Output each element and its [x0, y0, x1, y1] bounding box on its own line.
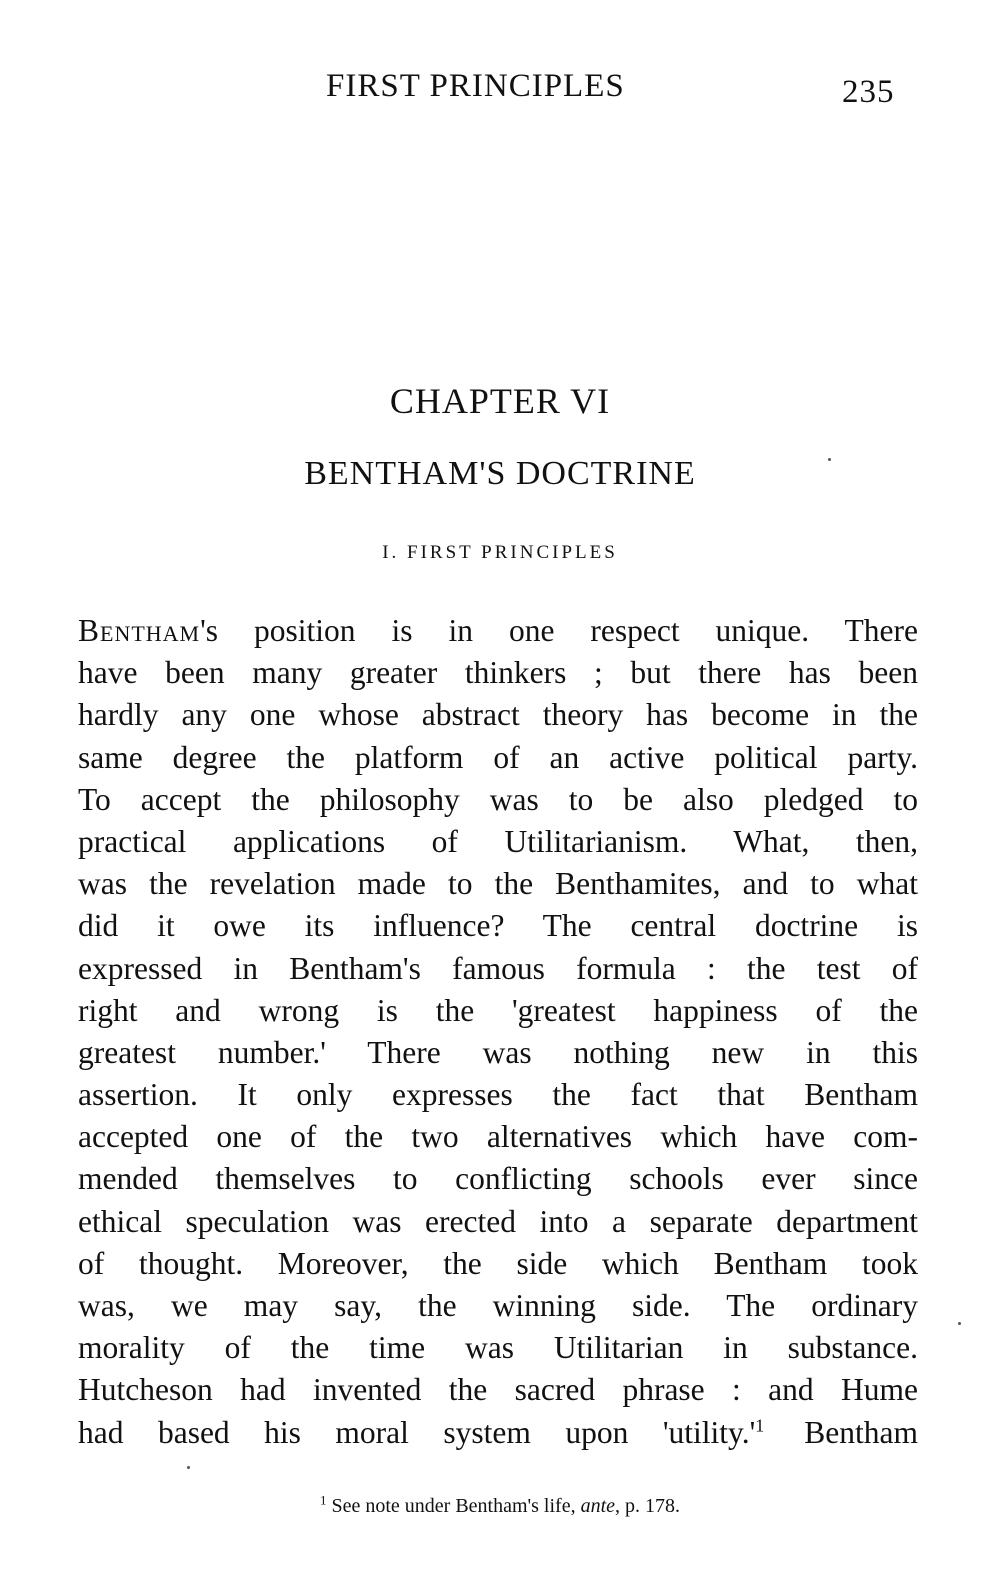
- body-line: Bentham's position is in one respect unique. There: [78, 613, 918, 648]
- body-paragraph: [78, 610, 918, 1454]
- footnote: [0, 1492, 1000, 1518]
- body-line: was, we may say, the winning side. The ordinary: [78, 1288, 918, 1323]
- body-line: ethical speculation was erected into a separate department: [78, 1203, 918, 1239]
- body-line: greatest number.' There was nothing new in this: [78, 1034, 918, 1070]
- body-line: of thought. Moreover, the side which Bentham took: [78, 1245, 918, 1281]
- body-line: was the revelation made to the Benthamites, and to what: [78, 866, 918, 902]
- body-line: hardly any one whose abstract theory has become in the: [78, 697, 918, 733]
- print-speck: [828, 458, 831, 461]
- body-line: To accept the philosophy was to be also pledged to: [78, 781, 918, 817]
- footnote-italic: ante: [580, 1495, 616, 1517]
- print-speck: [187, 1466, 190, 1469]
- chapter-title: BENTHAM'S DOCTRINE: [304, 455, 696, 492]
- running-head: [0, 68, 1000, 118]
- chapter-number: CHAPTER VI: [389, 381, 611, 421]
- body-line: right and wrong is the 'greatest happiness of the: [78, 992, 918, 1028]
- section-heading: I. FIRST PRINCIPLES: [382, 542, 618, 563]
- opening-word: Bentham: [78, 613, 201, 648]
- body-line: did it owe its influence? The central doctrine is: [78, 908, 918, 944]
- body-line: had based his moral system upon 'utility.'$^1$ Bentham: [78, 1414, 918, 1450]
- body-line: expressed in Bentham's famous formula : the test of: [78, 950, 918, 986]
- body-line: mended themselves to conflicting schools ever since: [78, 1161, 918, 1197]
- footnote-tail: , p. 178.: [615, 1495, 681, 1517]
- page-number: 235: [842, 74, 895, 110]
- print-speck: [958, 1322, 961, 1325]
- body-line: same degree the platform of an active political party.: [78, 739, 918, 775]
- body-line: accepted one of the two alternatives which have com-: [78, 1119, 918, 1155]
- footnote-reference: 1: [755, 1415, 765, 1436]
- body-line: Hutcheson had invented the sacred phrase : and Hume: [78, 1372, 918, 1408]
- footnote-marker: 1: [319, 1492, 327, 1508]
- footnote-text: See note under Bentham's life,: [331, 1495, 576, 1517]
- body-line: assertion. It only expresses the fact that Bentham: [78, 1077, 918, 1113]
- body-line: practical applications of Utilitarianism. What, then,: [78, 823, 918, 859]
- body-line: have been many greater thinkers ; but there has been: [78, 655, 918, 691]
- body-line: morality of the time was Utilitarian in substance.: [78, 1330, 918, 1366]
- running-title: FIRST PRINCIPLES: [326, 68, 625, 104]
